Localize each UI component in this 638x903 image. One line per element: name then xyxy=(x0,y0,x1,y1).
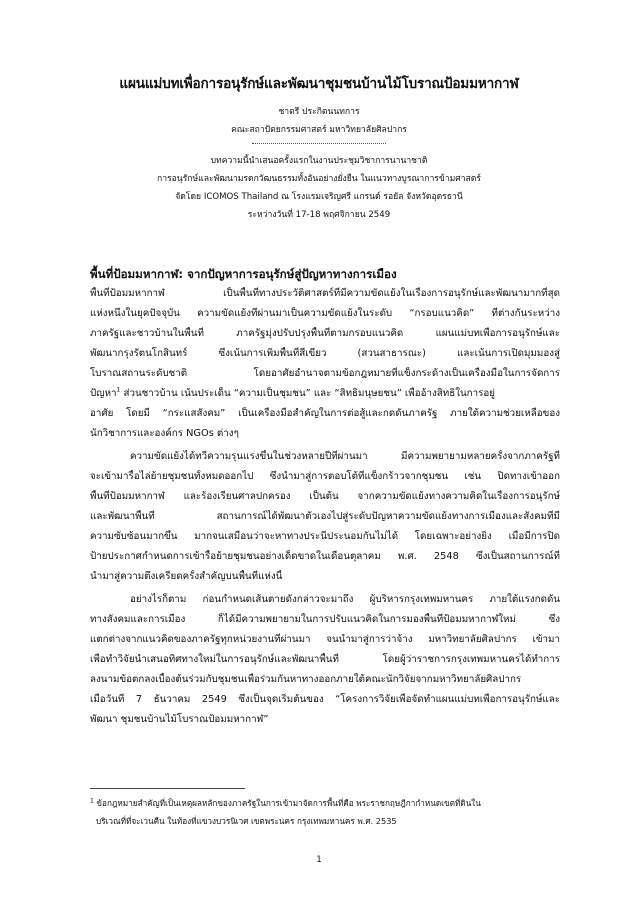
paragraph-line: แห่งหนึ่งในยุคปัจจุบัน ความขัดแย้งที่ผ่านมาเป็นความขัดแย้งในระดับ “กรอบแนวคิด” ที่ต่างกันระหว่าง xyxy=(90,308,560,319)
paragraph-line: เมื่อวันที่ 7 ธันวาคม 2549 ซึ่งเป็นจุดเริ่มต้นของ “โครงการวิจัยเพื่อจัดทำแผนแม่บทเพื่อการอนุรักษ์และ xyxy=(90,694,560,705)
paper-title: แผนแม่บทเพื่อการอนุรักษ์และพัฒนาชุมชนบ้านไม้โบราณป้อมมหากาฬ xyxy=(119,76,519,92)
conference-note-line-3: จัดโดย ICOMOS Thailand ณ โรงแรมเจริญศรี แกรนด์ รอยัล จังหวัดอุดรธานี xyxy=(175,192,463,202)
footnote-reference[interactable]: 1 xyxy=(116,387,121,394)
paragraph-line: ทางสังคมและการเมือง ก็ได้มีความพยายามในการปรับแนวคิดในการมองพื้นที่ป้อมมหากาฬใหม่ ซึ่ง xyxy=(90,614,560,625)
paragraph-line: จะเข้ามารื้อไล่ย้ายชุมชนทั้งหมดออกไป ซึ่งนำมาสู่การตอบโต้ที่แข็งกร้าวจากชุมชน เช่น ปิดทางเข้าออก xyxy=(90,471,560,482)
paragraph-line: และพัฒนาพื้นที่ สถานการณ์ได้พัฒนาตัวเองไปสู่ระดับปัญหาความขัดแย้งทางการเมืองและสังคมที่มี xyxy=(90,511,560,522)
paragraph-line: นำมาสู่ความตึงเครียดครั้งสำคัญบนพื้นที่แห่งนี้ xyxy=(90,571,283,582)
paragraph-line xyxy=(90,387,560,401)
footnote-divider xyxy=(90,788,245,789)
page-number: 1 xyxy=(316,855,322,865)
footnote-line-1 xyxy=(90,797,570,810)
paragraph-line: นักวิชาการและองค์กร NGOs ต่างๆ xyxy=(90,428,239,439)
conference-note-line-1: บทความนี้นำเสนอครั้งแรกในงานประชุมวิชาการนานาชาติ xyxy=(210,156,428,166)
paragraph-line: อาศัย โดยมี “กระแสสังคม” เป็นเครื่องมือสำคัญในการต่อสู้และกดดันภาครัฐ ภายใต้ความช่วยเหลือของ xyxy=(90,408,560,419)
paragraph-line: ภาครัฐและชาวบ้านในพื้นที่ ภาครัฐมุ่งปรับปรุงพื้นที่ตามกรอบแนวคิด แผนแม่บทเพื่อการอนุรักษ์และ xyxy=(90,328,560,339)
paragraph-line: ความขัดแย้งได้ทวีความรุนแรงขึ้นในช่วงหลายปีที่ผ่านมา มีความพยายามหลายครั้งจากภาครัฐที่ xyxy=(130,451,560,462)
footnote-marker: 1 xyxy=(90,797,94,805)
paragraph-line: พื้นที่ป้อมมหากาฬ เป็นพื้นที่ทางประวัติศาสตร์ที่มีความขัดแย้งในเรื่องการอนุรักษ์และพัฒนามากที่สุด xyxy=(90,288,560,299)
paragraph-line: ลงนามข้อตกลงเบื้องต้นร่วมกับชุมชนเพื่อร่วมกันหาทางออกภายใต้คณะนักวิจัยจากมหาวิทยาลัยศิลปากร xyxy=(90,674,522,685)
header-divider xyxy=(252,143,386,144)
footnote-line-2: บริเวณที่ที่จะเวนคืน ในท้องที่แขวงบวรนิเวศ เขตพระนคร กรุงเทพมหานคร พ.ศ. 2535 xyxy=(96,816,397,826)
paragraph-text: ส่วนชาวบ้าน เน้นประเด็น “ความเป็นชุมชน” และ “สิทธิมนุษยชน” เพื่ออ้างสิทธิในการอยู่ xyxy=(120,388,495,399)
paragraph-line: พัฒนา ชุมชนบ้านไม้โบราณป้อมมหากาฬ” xyxy=(90,714,269,725)
paragraph-line: แตกต่างจากแนวคิดของภาครัฐทุกหน่วยงานที่ผ่านมา จนนำมาสู่การว่าจ้าง มหาวิทยาลัยศิลปากร เข้ามา xyxy=(90,634,560,645)
paragraph-line: พัฒนากรุงรัตนโกสินทร์ ซึ่งเน้นการเพิ่มพื้นที่สีเขียว (สวนสาธารณะ) และเน้นการเปิดมุมมองสู่ xyxy=(90,348,560,359)
paragraph-line: ป้ายประกาศกำหนดการเข้ารื้อย้ายชุมชนอย่างเด็ดขาดในเดือนตุลาคม พ.ศ. 2548 ซึ่งเป็นสถานการณ์ที่ xyxy=(90,551,560,562)
conference-note-line-4: ระหว่างวันที่ 17-18 พฤศจิกายน 2549 xyxy=(247,210,391,220)
conference-note-line-2: การอนุรักษ์และพัฒนามรดกวัฒนธรรมทั้งอันอย่างยั่งยืน ในแนวทางบูรณาการข้ามศาสตร์ xyxy=(157,174,481,184)
section-heading: พื้นที่ป้อมมหากาฬ: จากปัญหาการอนุรักษ์สู่ปัญหาทางการเมือง xyxy=(90,267,397,281)
paragraph-line: อย่างไรก็ตาม ก่อนกำหนดเส้นตายดังกล่าวจะมาถึง ผู้บริหารกรุงเทพมหานคร ภายใต้แรงกดดัน xyxy=(130,594,560,605)
paragraph-line: พื้นที่ป้อมมหากาฬ และร้องเรียนศาลปกครอง เป็นต้น จากความขัดแย้งทางความคิดในเรื่องการอนุรักษ์ xyxy=(90,491,560,502)
author-name: ชาตรี ประกิตนนทการ xyxy=(278,107,360,117)
author-affiliation: คณะสถาปัตยกรรมศาสตร์ มหาวิทยาลัยศิลปากร xyxy=(231,125,407,135)
paragraph-line: ความซับซ้อนมากขึ้น มากจนเสมือนว่าจะหาทางประนีประนอมกันไม่ได้ โดยเฉพาะอย่างยิ่ง เมื่อมีการปิด xyxy=(90,531,560,542)
footnote-text: ข้อกฎหมายสำคัญที่เป็นเหตุผลหลักของภาครัฐในการเข้ามาจัดการพื้นที่คือ พระราชกฤษฎีกากำหนดเขตที่ดินใน xyxy=(93,798,481,808)
paragraph-line: โบราณสถานระดับชาติ โดยอาศัยอำนาจตามข้อกฎหมายที่แข็งกระด้างเป็นเครื่องมือในการจัดการ xyxy=(90,368,560,379)
paragraph-text: ปัญหา xyxy=(90,388,117,399)
paragraph-line: เพื่อทำวิจัยนำเสนอทิศทางใหม่ในการอนุรักษ์และพัฒนาพื้นที่ โดยผู้ว่าราชการกรุงเทพมหานครได้ทำการ xyxy=(90,654,560,665)
